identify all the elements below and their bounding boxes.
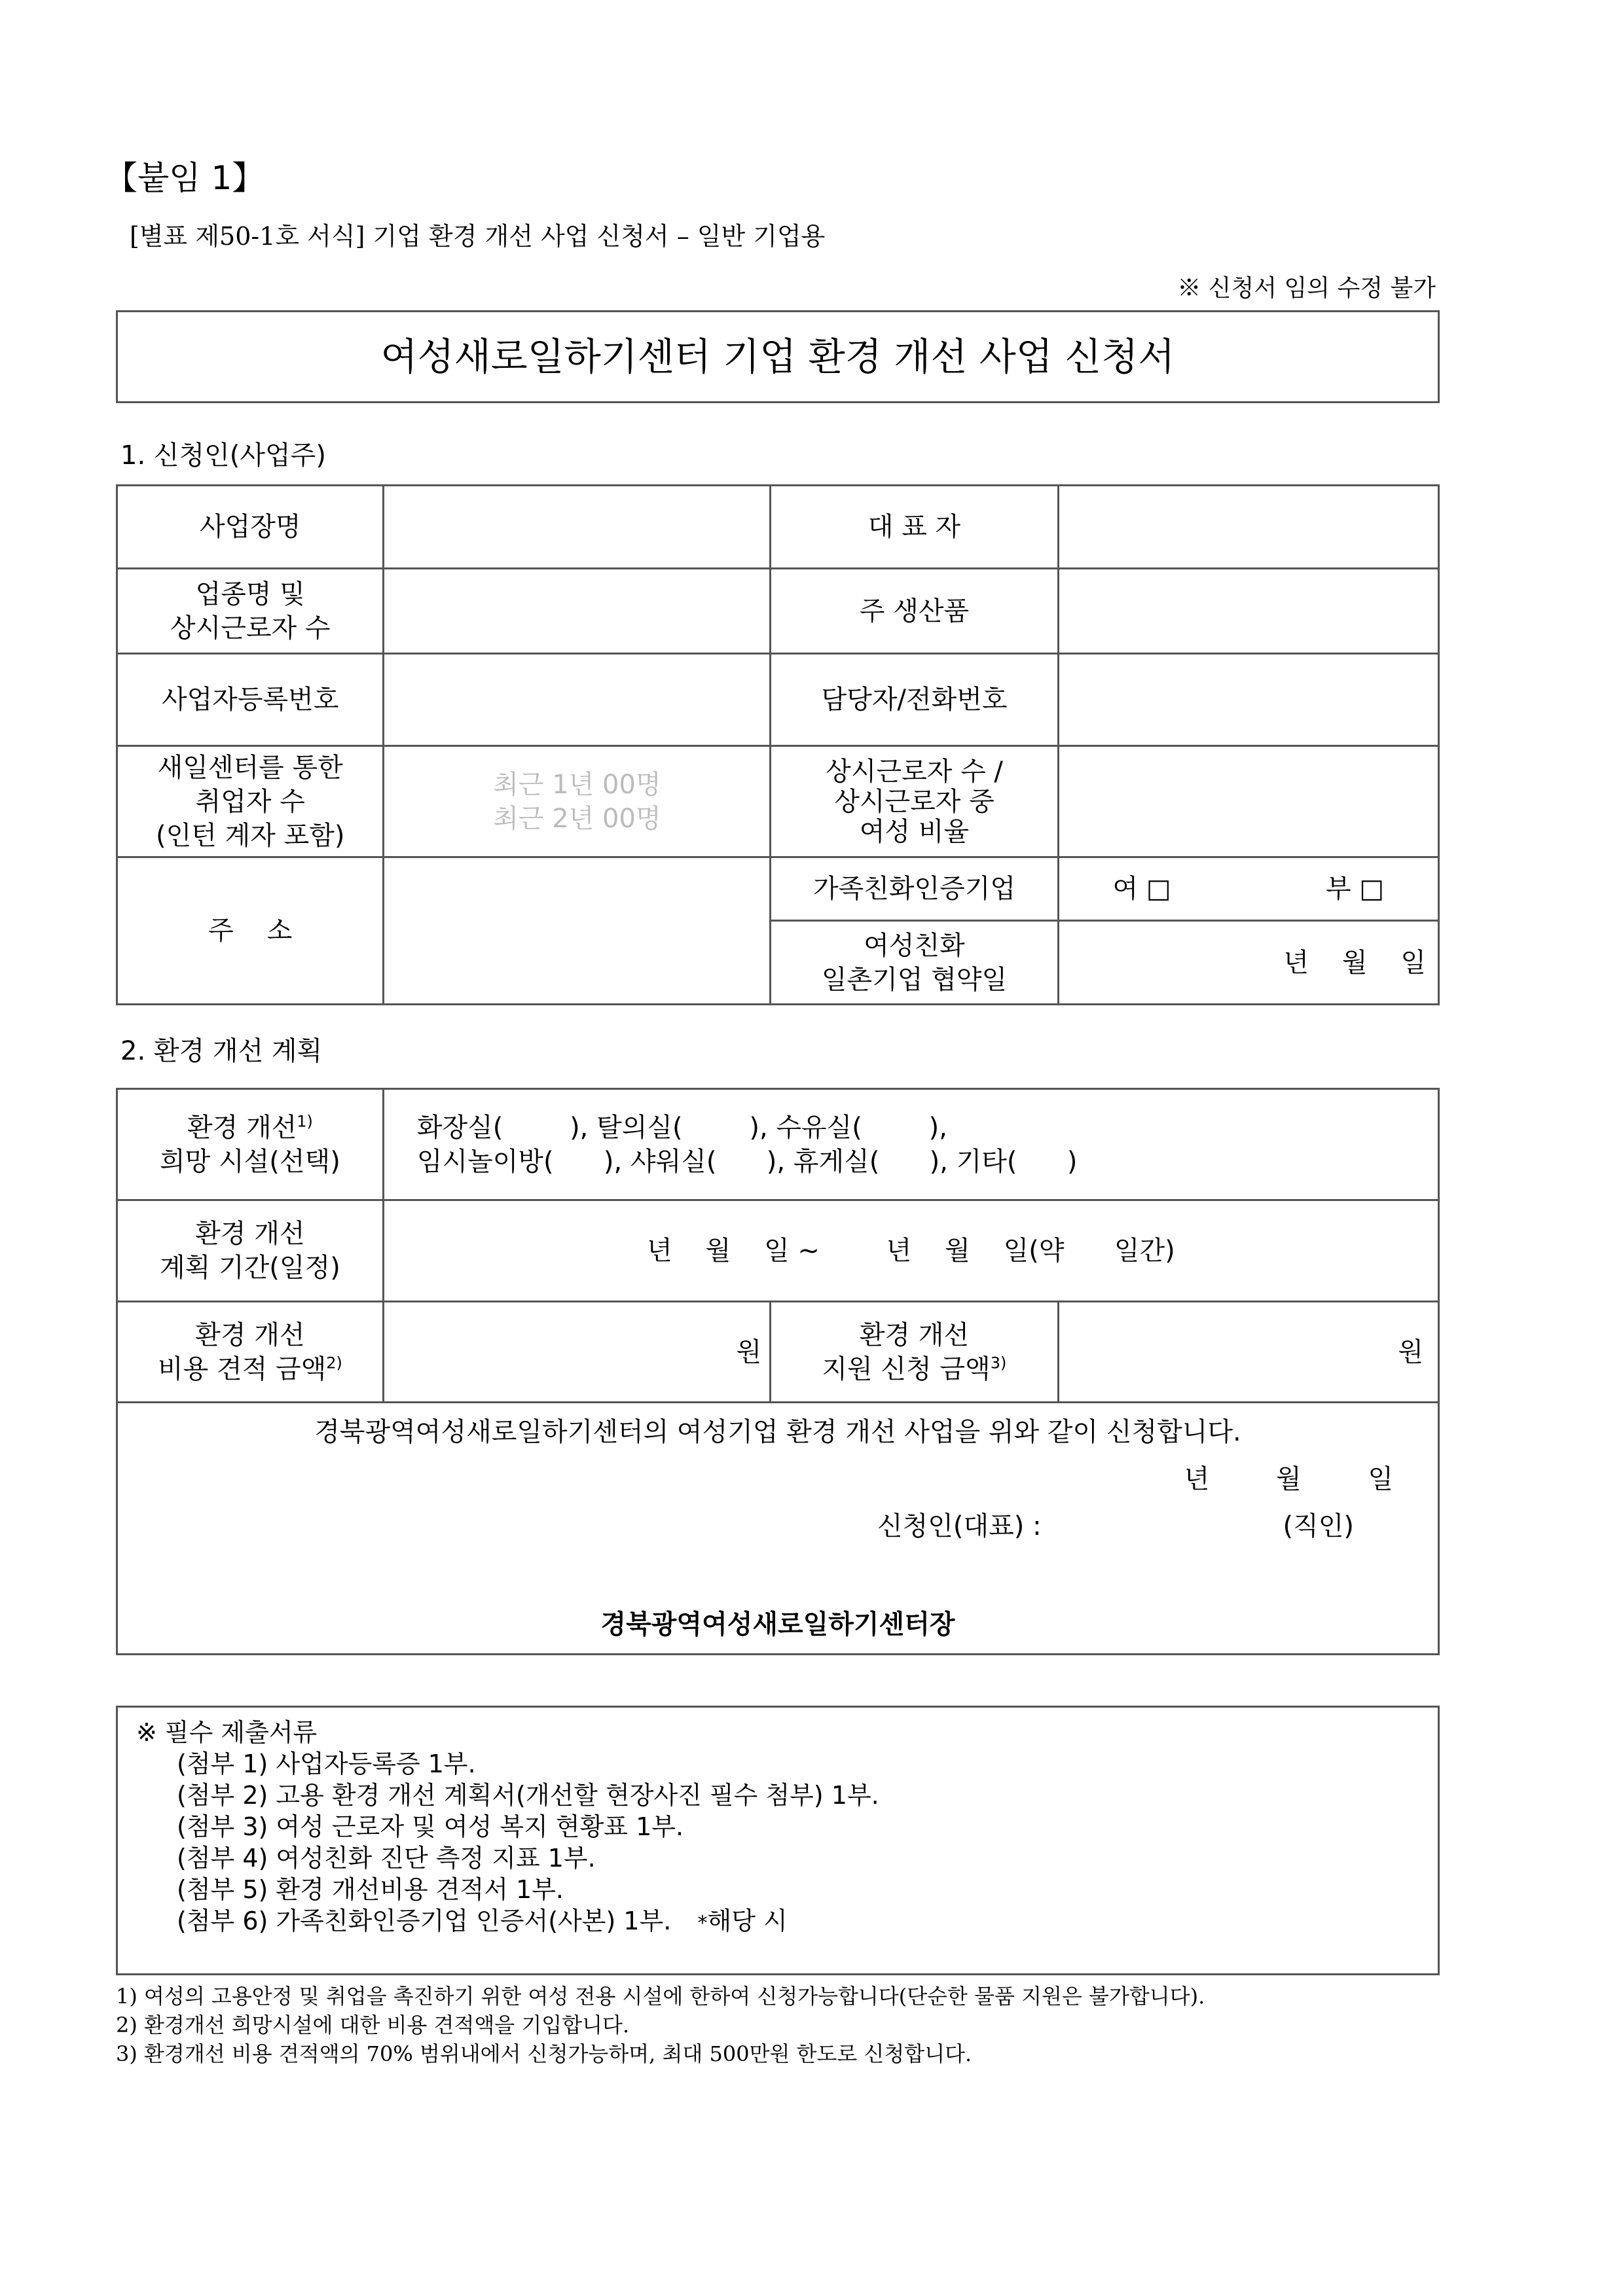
no-edit-notice: ※ 신청서 임의 수정 불가: [1177, 275, 1436, 302]
document-item: (첨부 3) 여성 근로자 및 여성 복지 현황표 1부.: [177, 1812, 684, 1841]
declaration-cell: [117, 1403, 1439, 1655]
female-ratio-line2: 상시근로자 중: [834, 786, 994, 817]
applicant-table: [116, 484, 1440, 1005]
hired-count-hint1: 최근 1년 00명: [493, 769, 661, 800]
hired-count-hint2: 최근 2년 00명: [493, 803, 661, 834]
documents-box: [116, 1706, 1440, 1975]
family-cert-options: [1058, 857, 1438, 921]
facility-label-line1: 환경 개선: [187, 1112, 297, 1143]
industry-label-line1: 업종명 및: [195, 579, 305, 609]
support-label: [771, 1302, 1058, 1403]
facility-options[interactable]: [383, 1089, 1438, 1200]
representative-field[interactable]: [1058, 486, 1438, 569]
address-label: 주 소: [117, 857, 384, 1005]
document-item: (첨부 6) 가족친화인증기업 인증서(사본) 1부.: [177, 1907, 672, 1935]
document-item: (첨부 1) 사업자등록증 1부.: [177, 1749, 476, 1778]
documents-heading: ※ 필수 제출서류: [136, 1718, 318, 1747]
industry-label-line2: 상시근로자 수: [170, 613, 331, 643]
seal-label: (직인): [1283, 1511, 1354, 1541]
document-item: (첨부 4) 여성친화 진단 측정 지표 1부.: [177, 1844, 596, 1873]
industry-label: [117, 569, 384, 654]
contact-label: 담당자/전화번호: [771, 654, 1058, 746]
footnote-3: 3) 환경개선 비용 견적액의 70% 범위내에서 신청가능하며, 최대 500만원 한도로 신청합니다.: [116, 2041, 972, 2066]
address-field[interactable]: [384, 857, 771, 1005]
page-title: 여성새로일하기센터 기업 환경 개선 사업 신청서: [380, 334, 1175, 379]
hired-count-line1: 새일센터를 통한: [157, 752, 343, 783]
agreement-date-placeholder: 년 월 일: [1283, 947, 1426, 978]
hired-count-label: [117, 746, 384, 857]
cost-unit: 원: [736, 1336, 762, 1367]
family-cert-no-checkbox[interactable]: 부 □: [1325, 874, 1385, 904]
female-ratio-label: [771, 746, 1058, 857]
female-ratio-line1: 상시근로자 수 /: [826, 756, 1003, 787]
business-name-label: 사업장명: [117, 486, 384, 569]
section2-heading: 2. 환경 개선 계획: [120, 1036, 323, 1066]
footnote-2: 2) 환경개선 희망시설에 대한 비용 견적액을 기입합니다.: [116, 2013, 630, 2037]
period-label: [117, 1200, 384, 1302]
contact-field[interactable]: [1058, 654, 1438, 746]
cost-label-line2: 비용 견적 금액: [157, 1354, 327, 1384]
support-unit: 원: [1398, 1336, 1423, 1367]
support-field[interactable]: [1058, 1302, 1438, 1403]
female-ratio-line3: 여성 비율: [859, 816, 970, 847]
female-ratio-field[interactable]: [1058, 746, 1438, 857]
recipient: 경북광역여성새로일하기센터장: [600, 1609, 955, 1640]
agreement-date-line1: 여성친화: [864, 930, 965, 961]
title-box: [116, 310, 1440, 403]
main-product-label: 주 생산품: [771, 569, 1058, 654]
applicant-label: 신청인(대표) :: [877, 1511, 1042, 1541]
period-label-line2: 계획 기간(일정): [160, 1253, 340, 1283]
asterisk-icon: *: [697, 1912, 708, 1935]
family-cert-yes-checkbox[interactable]: 여 □: [1112, 874, 1171, 904]
facility-label-line2: 희망 시설(선택): [160, 1146, 340, 1177]
cost-label-line1: 환경 개선: [195, 1319, 305, 1350]
attachment-label: 【붙임 1】: [105, 159, 265, 197]
hired-count-line2: 취업자 수: [195, 786, 305, 817]
plan-table: [116, 1088, 1440, 1655]
business-name-field[interactable]: [384, 486, 771, 569]
section1-heading: 1. 신청인(사업주): [120, 440, 326, 471]
agreement-date-field[interactable]: [1058, 921, 1438, 1005]
document-item-note: 해당 시: [707, 1907, 788, 1935]
document-item: (첨부 2) 고용 환경 개선 계획서(개선할 현장사진 필수 첨부) 1부.: [177, 1781, 879, 1810]
industry-field[interactable]: [384, 569, 771, 654]
facility-footnote-mark: 1): [297, 1112, 313, 1131]
support-label-line1: 환경 개선: [859, 1319, 970, 1350]
form-reference: [별표 제50-1호 서식] 기업 환경 개선 사업 신청서 – 일반 기업용: [130, 222, 826, 251]
family-cert-label: 가족친화인증기업: [771, 857, 1058, 921]
support-footnote-mark: 3): [990, 1354, 1007, 1372]
period-label-line1: 환경 개선: [195, 1219, 305, 1249]
document-item: (첨부 5) 환경 개선비용 견적서 1부.: [177, 1875, 564, 1904]
facility-options-line2: 임시놀이방( ), 샤워실( ), 휴게실( ), 기타( ): [416, 1146, 1078, 1177]
support-label-line2: 지원 신청 금액: [822, 1354, 991, 1384]
agreement-date-label: [771, 921, 1058, 1005]
cost-field[interactable]: [383, 1302, 770, 1403]
hired-count-field[interactable]: [384, 746, 771, 857]
period-value: 년 월 일 ~ 년 월 일(약 일간): [647, 1236, 1175, 1266]
cost-label: [117, 1302, 384, 1403]
reg-number-field[interactable]: [384, 654, 771, 746]
agreement-date-line2: 일촌기업 협약일: [821, 964, 1008, 995]
cost-footnote-mark: 2): [326, 1354, 342, 1372]
facility-label: [117, 1089, 384, 1200]
footnotes: [116, 1982, 1205, 2068]
facility-options-line1: 화장실( ), 탈의실( ), 수유실( ),: [416, 1112, 947, 1143]
declaration-date: 년 월 일: [1184, 1464, 1393, 1494]
declaration-text: 경북광역여성새로일하기센터의 여성기업 환경 개선 사업을 위와 같이 신청합니다.: [314, 1417, 1241, 1447]
period-field[interactable]: [383, 1200, 1438, 1302]
main-product-field[interactable]: [1058, 569, 1438, 654]
footnote-1: 1) 여성의 고용안정 및 취업을 촉진하기 위한 여성 전용 시설에 한하여 신청가능합니다(단순한 물품 지원은 불가합니다).: [116, 1984, 1205, 2009]
hired-count-line3: (인턴 계자 포함): [155, 820, 345, 851]
reg-number-label: 사업자등록번호: [117, 654, 384, 746]
representative-label: 대 표 자: [771, 486, 1058, 569]
